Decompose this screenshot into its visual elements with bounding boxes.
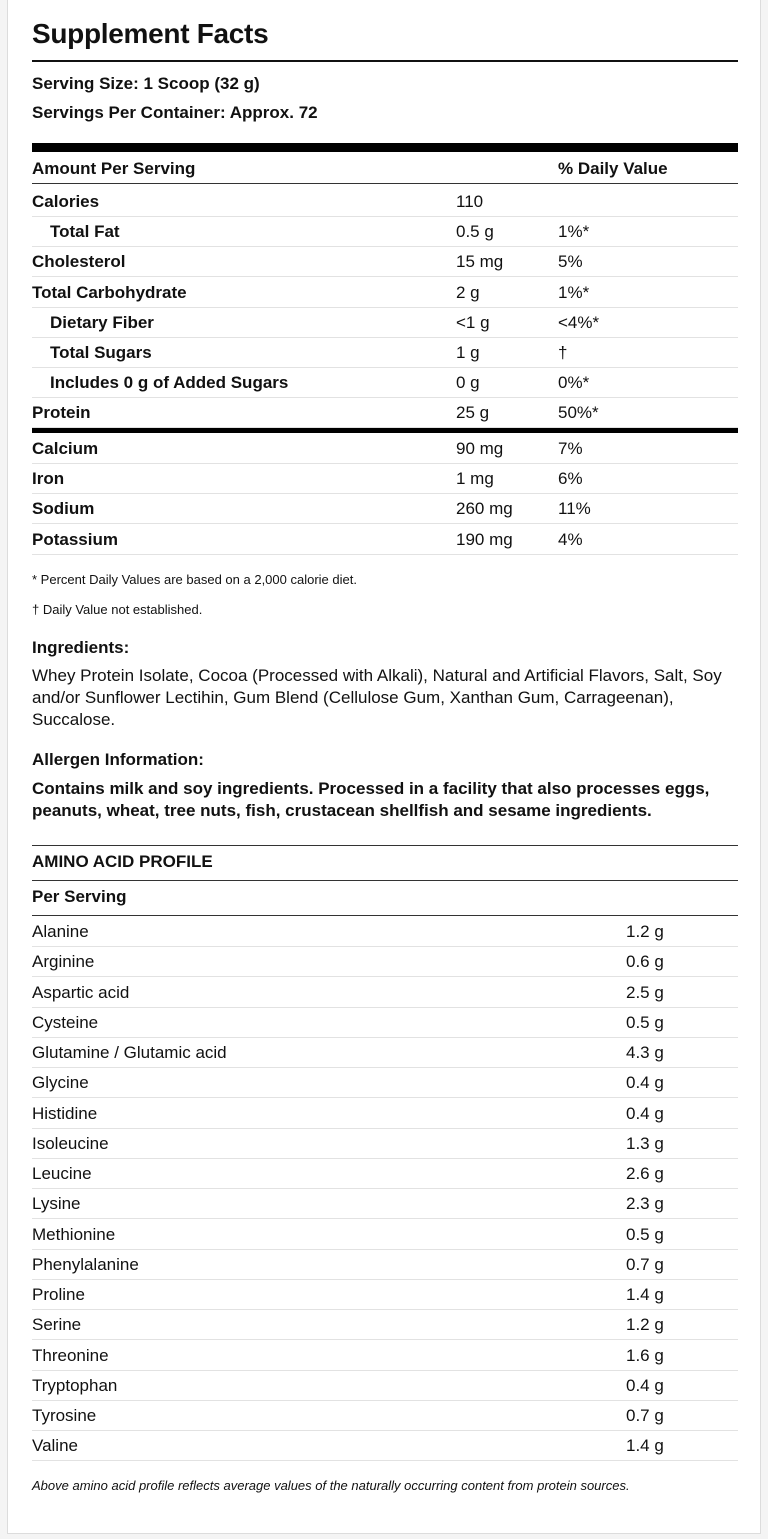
nutrient-amount: 25 g xyxy=(456,403,490,423)
mineral-amount: 260 mg xyxy=(456,499,513,519)
amino-row xyxy=(32,917,738,947)
mineral-daily-value: 4% xyxy=(558,529,583,549)
nutrient-amount: 0.5 g xyxy=(456,222,494,242)
nutrient-name: Total Sugars xyxy=(50,343,152,362)
page-title: Supplement Facts xyxy=(32,18,269,49)
nutrient-amount: <1 g xyxy=(456,312,490,332)
nutrient-name: Total Carbohydrate xyxy=(32,282,187,302)
nutrient-daily-value: † xyxy=(558,343,568,362)
amount-per-serving-header: Amount Per Serving xyxy=(32,159,196,178)
supplement-facts-panel xyxy=(7,0,761,1534)
amino-value: 1.4 g xyxy=(626,1285,664,1304)
amino-name: Leucine xyxy=(32,1164,92,1183)
amino-value: 4.3 g xyxy=(626,1043,664,1062)
amino-name: Arginine xyxy=(32,952,95,972)
mineral-daily-value: 6% xyxy=(558,469,583,489)
mineral-amount: 1 mg xyxy=(456,469,494,489)
amino-divider xyxy=(32,880,738,881)
nutrient-row xyxy=(32,368,738,398)
amino-value: 0.5 g xyxy=(626,1012,664,1032)
nutrient-row xyxy=(32,278,738,308)
amino-value: 0.6 g xyxy=(626,952,664,972)
nutrient-row xyxy=(32,338,738,368)
amino-row xyxy=(32,1341,738,1371)
nutrient-name: Total Fat xyxy=(50,222,120,242)
amino-row xyxy=(32,1099,738,1129)
amino-value: 0.7 g xyxy=(626,1254,664,1274)
mineral-name: Iron xyxy=(32,469,65,489)
amino-name: Isoleucine xyxy=(32,1133,109,1153)
amino-row xyxy=(32,1220,738,1250)
nutrient-daily-value: 1%* xyxy=(558,282,590,302)
amino-header-divider xyxy=(32,915,738,916)
nutrient-amount: 15 mg xyxy=(456,252,504,272)
amino-name: Glycine xyxy=(32,1073,89,1093)
amino-name: Proline xyxy=(32,1285,85,1304)
ingredients-heading: Ingredients: xyxy=(32,638,130,657)
mineral-divider xyxy=(32,428,738,433)
amino-row xyxy=(32,947,738,977)
amino-name: Tyrosine xyxy=(32,1406,97,1425)
ingredients-text: Whey Protein Isolate, Cocoa (Processed with Alkali), Natural and Artificial Flavors, Salt, Soy and/or Sunflower Lectihin, Gum Blend (Cellulose Gum, Xanthan Gum, Carrageenan), Succalose. xyxy=(32,666,722,729)
amino-name: Serine xyxy=(32,1315,82,1335)
amino-value: 2.3 g xyxy=(626,1194,664,1214)
amino-name: Alanine xyxy=(32,922,89,941)
nutrient-row xyxy=(32,217,738,247)
nutrient-name: Includes 0 g of Added Sugars xyxy=(50,373,289,393)
amino-value: 0.7 g xyxy=(626,1406,664,1425)
amino-row xyxy=(32,1129,738,1159)
amino-row xyxy=(32,1401,738,1431)
nutrient-row xyxy=(32,308,738,338)
amino-row xyxy=(32,1038,738,1068)
title-divider xyxy=(32,60,738,62)
amino-name: Histidine xyxy=(32,1103,98,1123)
amino-value: 0.4 g xyxy=(626,1103,664,1123)
nutrition-header-row xyxy=(32,154,738,184)
allergen-heading: Allergen Information: xyxy=(32,750,204,769)
nutrient-amount: 2 g xyxy=(456,282,480,302)
amino-name: Lysine xyxy=(32,1194,81,1214)
amino-name: Aspartic acid xyxy=(32,982,130,1002)
amino-note: Above amino acid profile reflects average values of the naturally occurring content from protein sources. xyxy=(32,1478,630,1493)
amino-name: Methionine xyxy=(32,1224,116,1244)
nutrient-row xyxy=(32,398,738,428)
amino-value: 2.5 g xyxy=(626,982,664,1002)
daily-value-header: % Daily Value xyxy=(558,159,668,178)
nutrient-name: Cholesterol xyxy=(32,252,126,272)
mineral-amount: 190 mg xyxy=(456,529,513,549)
amino-row xyxy=(32,1431,738,1461)
amino-name: Phenylalanine xyxy=(32,1254,139,1274)
amino-row xyxy=(32,1008,738,1038)
amino-value: 1.2 g xyxy=(626,922,664,941)
mineral-name: Sodium xyxy=(32,499,95,519)
nutrient-name: Dietary Fiber xyxy=(50,312,154,332)
amino-value: 1.6 g xyxy=(626,1345,664,1365)
amino-value: 1.2 g xyxy=(626,1315,664,1335)
amino-row xyxy=(32,1250,738,1280)
amino-row xyxy=(32,978,738,1008)
nutrient-daily-value: 0%* xyxy=(558,373,590,393)
amino-row xyxy=(32,1310,738,1340)
nutrient-amount: 0 g xyxy=(456,373,480,393)
thick-divider xyxy=(32,143,738,152)
amino-value: 2.6 g xyxy=(626,1164,664,1183)
amino-row xyxy=(32,1371,738,1401)
amino-value: 0.4 g xyxy=(626,1375,664,1395)
mineral-row xyxy=(32,494,738,524)
amino-value: 1.4 g xyxy=(626,1436,664,1456)
mineral-amount: 90 mg xyxy=(456,439,504,458)
nutrient-name: Calories xyxy=(32,192,100,211)
amino-value: 1.3 g xyxy=(626,1133,664,1153)
allergen-text: Contains milk and soy ingredients. Processed in a facility that also processes eggs, peanuts, wheat, tree nuts, fish, crustacean shellfish and sesame ingredients. xyxy=(32,779,710,820)
mineral-daily-value: 11% xyxy=(558,499,591,519)
amino-row xyxy=(32,1159,738,1189)
mineral-name: Calcium xyxy=(32,439,99,458)
servings-per-container: Servings Per Container: Approx. 72 xyxy=(32,103,318,122)
footnote-daily-value: * Percent Daily Values are based on a 2,000 calorie diet. xyxy=(32,572,357,587)
nutrient-daily-value: 5% xyxy=(558,252,583,272)
amino-name: Tryptophan xyxy=(32,1375,118,1395)
nutrient-row xyxy=(32,247,738,277)
mineral-row xyxy=(32,434,738,464)
amino-row xyxy=(32,1189,738,1219)
footnote-dagger: † Daily Value not established. xyxy=(32,602,203,617)
amino-name: Cysteine xyxy=(32,1012,99,1032)
nutrient-amount: 110 xyxy=(456,192,484,211)
amino-name: Threonine xyxy=(32,1345,109,1365)
mineral-daily-value: 7% xyxy=(558,439,583,458)
amino-row xyxy=(32,1280,738,1310)
mineral-row xyxy=(32,525,738,555)
mineral-row xyxy=(32,464,738,494)
amino-per-serving: Per Serving xyxy=(32,887,127,906)
amino-row xyxy=(32,1068,738,1098)
amino-value: 0.4 g xyxy=(626,1073,664,1093)
mineral-name: Potassium xyxy=(32,529,118,549)
amino-name: Valine xyxy=(32,1436,78,1456)
nutrient-daily-value: 1%* xyxy=(558,222,590,242)
nutrient-amount: 1 g xyxy=(456,343,480,362)
nutrient-row xyxy=(32,187,738,217)
amino-heading: AMINO ACID PROFILE xyxy=(32,852,213,871)
nutrient-name: Protein xyxy=(32,403,91,423)
serving-size: Serving Size: 1 Scoop (32 g) xyxy=(32,74,260,93)
amino-name: Glutamine / Glutamic acid xyxy=(32,1043,227,1062)
amino-value: 0.5 g xyxy=(626,1224,664,1244)
nutrient-daily-value: 50%* xyxy=(558,403,599,423)
amino-top-divider xyxy=(32,845,738,846)
nutrient-daily-value: <4%* xyxy=(558,312,600,332)
